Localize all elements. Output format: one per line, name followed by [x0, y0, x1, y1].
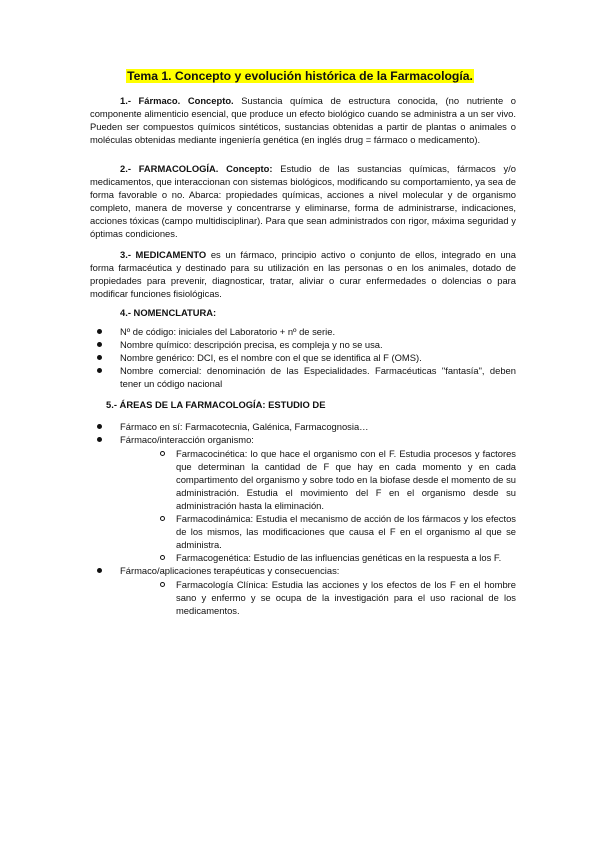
section-nomenclatura-heading: 4.- NOMENCLATURA: [120, 307, 217, 318]
circle-bullet-icon [160, 451, 165, 456]
bullet-icon [97, 368, 102, 373]
circle-bullet-icon [160, 555, 165, 560]
aplicaciones-sublist [120, 578, 516, 617]
section-farmaco-text: Sustancia química de estructura conocida, (no nutriente o componente alimenticio esencial, que produce un efecto biológico cuando se administra a un ser vivo. Pueden ser compuestos químicos sintéticos, sustancias obtenidas a partir de plantas o animales o moléculas obtenidas mediante ingeniería genética (en inglés drug = fármaco o medicamento). [90, 95, 516, 145]
sub-list-item: Farmacodinámica: Estudia el mecanismo de acción de los fármacos y los efectos de los mismos, las modificaciones que causa el F en el organismo al que se administra. [156, 512, 516, 551]
bullet-icon [97, 437, 102, 442]
sub-list-item: Farmacogenética: Estudio de las influencias genéticas en la respuesta a los F. [156, 551, 516, 564]
list-item: Nombre químico: descripción precisa, es compleja y no se usa. [90, 338, 516, 351]
list-item: Fármaco/interacción organismo: Farmacocinética: lo que hace el organismo con el F. Estudia procesos y factores que determinan la cantidad de F que hay en cada momento y en cada compartimento del organismo y sobre todo en la biofase desde el momento de su administración. Estudia el movimiento del F en el organismo desde su administración hasta la eliminación. Farmacodinámica: Estudia el mecanismo de acción de los fármacos y los efectos de los mismos, las modificaciones que causa el F en el organismo al que se administra. Farmacogenética: Estudio de las influencias genéticas en la respuesta a los F. [90, 433, 516, 564]
list-item: Fármaco/aplicaciones terapéuticas y consecuencias: Farmacología Clínica: Estudia las acciones y los efectos de los F en el hombre sano y enfermo y se ocupa de la investigación para el uso racional de los medicamentos. [90, 564, 516, 617]
page-title [0, 68, 600, 84]
sub-list-item: Farmacocinética: lo que hace el organismo con el F. Estudia procesos y factores que determinan la cantidad de F que hay en cada momento y en cada compartimento del organismo y sobre todo en la biofase desde el momento de su administración. Estudia el movimiento del F en el organismo desde su administración hasta la eliminación. [156, 447, 516, 512]
bullet-icon [97, 355, 102, 360]
list-item: Nº de código: iniciales del Laboratorio + nº de serie. [90, 325, 516, 338]
list-item: Fármaco en sí: Farmacotecnia, Galénica, Farmacognosia… [90, 420, 516, 433]
bullet-icon [97, 329, 102, 334]
circle-bullet-icon [160, 516, 165, 521]
section-farmacologia-text: Estudio de las sustancias químicas, fármacos y/o medicamentos, que interaccionan con sistemas biológicos, modificando su comportamiento, ya sea de forma favorable o no. Abarca: propiedades químicas, acciones a nivel molecular y de organismo completo, manera de moverse y concentrarse y eliminarse, forma de administrarse, indicaciones, acciones tóxicas (campo multidisciplinar). Para que sean administrados con rigor, máxima seguridad y óptimas condiciones. [90, 163, 516, 239]
section-farmaco-heading: 1.- Fármaco. Concepto. [120, 95, 234, 106]
nomenclatura-list [90, 325, 516, 390]
section-areas-heading: 5.- ÁREAS DE LA FARMACOLOGÍA: ESTUDIO DE [106, 399, 326, 410]
sub-list-item: Farmacología Clínica: Estudia las acciones y los efectos de los F en el hombre sano y enfermo y se ocupa de la investigación para el uso racional de los medicamentos. [156, 578, 516, 617]
section-medicamento [90, 248, 516, 300]
bullet-icon [97, 568, 102, 573]
areas-list [90, 420, 516, 617]
section-farmacologia-heading: 2.- FARMACOLOGÍA. Concepto: [120, 163, 273, 174]
section-medicamento-heading: 3.- MEDICAMENTO [120, 249, 207, 260]
section-medicamento-text: es un fármaco, principio activo o conjunto de ellos, integrado en una forma farmacéutica y destinado para su utilización en las personas o en los animales, dotado de propiedades para prevenir, diagnosticar, tratar, aliviar o curar enfermedades o dolencias o para modificar funciones fisiológicas. [90, 249, 516, 299]
page-title-text: Tema 1. Concepto y evolución histórica de la Farmacología. [127, 69, 473, 83]
list-item: Nombre comercial: denominación de las Especialidades. Farmacéuticas "fantasía", deben tener un código nacional [90, 364, 516, 390]
section-farmaco [90, 94, 516, 146]
farmaco-interaccion-sublist [120, 447, 516, 564]
bullet-icon [97, 424, 102, 429]
section-farmacologia [90, 162, 516, 240]
circle-bullet-icon [160, 582, 165, 587]
list-item: Nombre genérico: DCI, es el nombre con el que se identifica al F (OMS). [90, 351, 516, 364]
bullet-icon [97, 342, 102, 347]
